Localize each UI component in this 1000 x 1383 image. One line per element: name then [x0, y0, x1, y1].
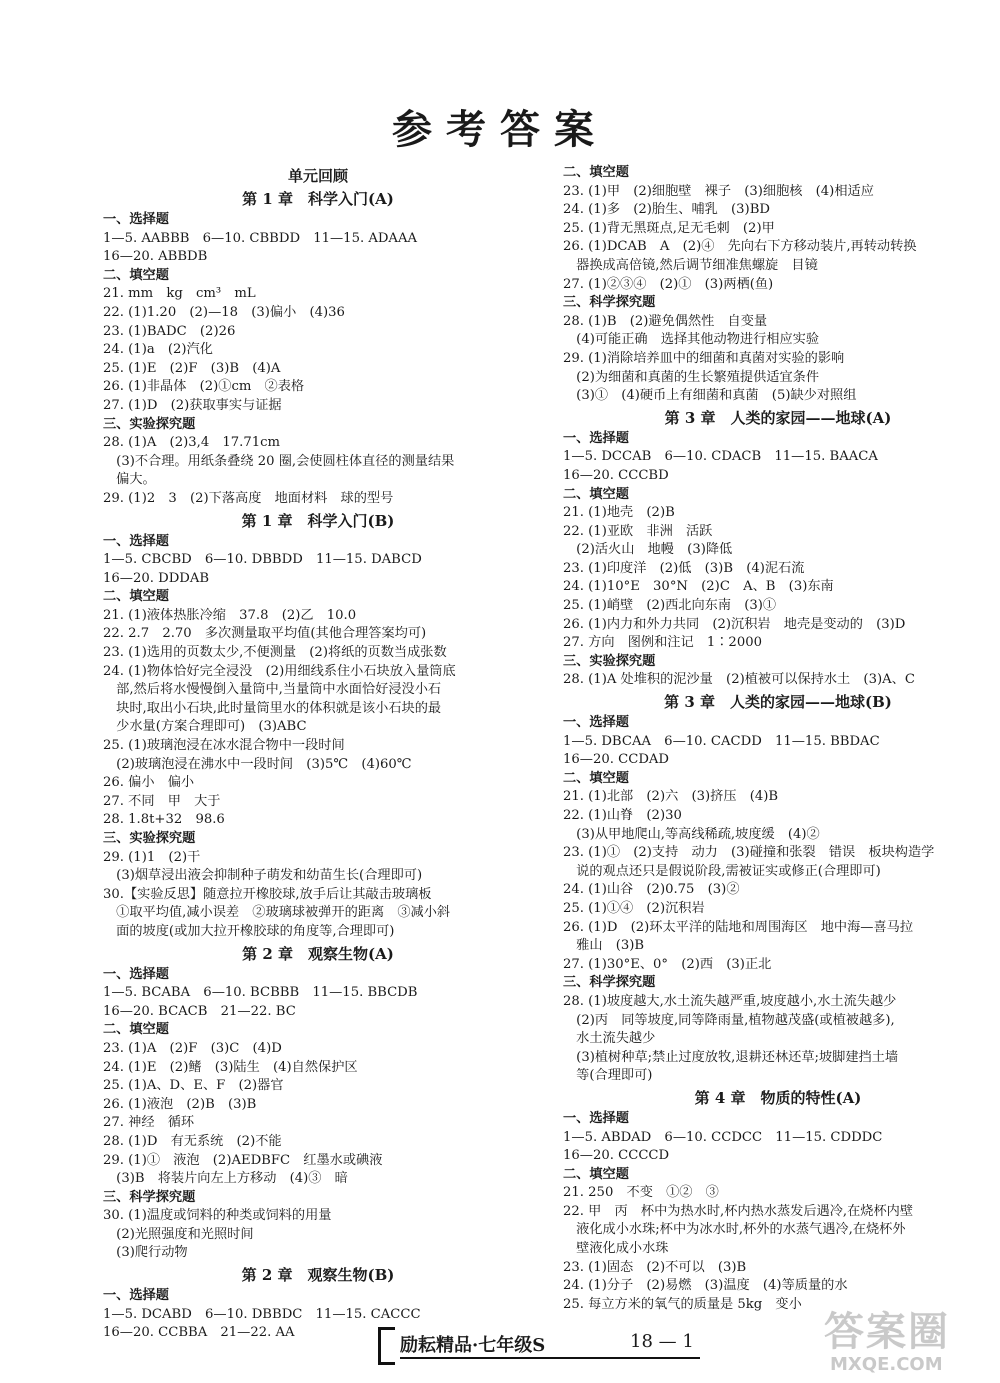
answer-line: (4)可能正确 选择其他动物进行相应实验	[563, 332, 820, 348]
section-label: 二、填空题	[563, 165, 629, 180]
answer-line: 25. 每立方米的氧气的质量是 5kg 变小	[563, 1296, 802, 1312]
answer-line: 28. 1.8t+32 98.6	[103, 812, 225, 828]
answer-line: 1—5. ABDAD 6—10. CCDCC 11—15. CDDDC	[563, 1129, 883, 1145]
bracket-mark	[378, 1327, 395, 1365]
answer-line: 器换成高倍镜,然后调节细准焦螺旋 目镜	[563, 257, 818, 273]
answer-line: 28. (1)A 处堆积的泥沙量 (2)植被可以保持水土 (3)A、C	[563, 672, 915, 688]
answer-line: 30.【实验反思】随意拉开橡胶球,放手后让其敲击玻璃板	[103, 886, 432, 902]
answer-line: 27. 不同 甲 大于	[103, 793, 221, 809]
answer-line: 偏大。	[103, 472, 156, 488]
section-label: 二、填空题	[103, 1022, 169, 1038]
answer-line: (3)① (4)硬币上有细菌和真菌 (5)缺少对照组	[563, 388, 857, 404]
answer-line: 30. (1)温度或饲料的种类或饲料的用量	[103, 1208, 332, 1224]
answer-line: (2)光照强度和光照时间	[103, 1226, 254, 1242]
section-label: 一、选择题	[563, 715, 629, 731]
answer-line: 26. (1)非晶体 (2)①cm ②表格	[103, 379, 305, 395]
answer-line: 21. (1)液体热胀冷缩 37.8 (2)乙 10.0	[103, 607, 357, 623]
answer-line: 1—5. BCABA 6—10. BCBBB 11—15. BBCDB	[103, 985, 418, 1001]
answer-line: 21. 250 不变 ①② ③	[563, 1185, 719, 1201]
answer-line: (3)植树种草;禁止过度放牧,退耕还林还草;坡脚建挡土墙	[563, 1049, 899, 1065]
answer-line: 21. (1)地壳 (2)B	[563, 505, 675, 521]
chapter-heading: 第 2 章 观察生物(A)	[242, 944, 394, 963]
answer-line: 23. (1)固态 (2)不可以 (3)B	[563, 1259, 747, 1275]
answer-line: 21. mm kg cm³ mL	[103, 286, 256, 302]
answer-line: 25. (1)峭壁 (2)西北向东南 (3)①	[563, 598, 777, 614]
answer-line: 24. (1)E (2)鳍 (3)陆生 (4)自然保护区	[103, 1059, 358, 1075]
answer-line: 23. (1)① (2)支持 动力 (3)碰撞和张裂 错误 板块构造学	[563, 845, 935, 861]
answer-line: 22. (1)山脊 (2)30	[563, 808, 682, 823]
chapter-heading: 第 1 章 科学入门(A)	[242, 190, 394, 208]
watermark-url: MXQE.COM	[830, 1354, 943, 1375]
answer-line: 29. (1)消除培养皿中的细菌和真菌对实验的影响	[563, 350, 845, 366]
section-label: 一、选择题	[103, 533, 169, 549]
answer-line: 26. 偏小 偏小	[103, 775, 195, 791]
answer-line: 28. (1)D 有无系统 (2)不能	[103, 1133, 282, 1149]
answer-line: 26. (1)DCAB A (2)④ 先向右下方移动装片,再转动转换	[563, 239, 917, 255]
answer-line: (2)玻璃泡浸在沸水中一段时间 (3)5℃ (4)60℃	[103, 756, 412, 772]
answer-line: 液化成小水珠;杯中为冰水时,杯外的水蒸气遇冷,在烧杯外	[563, 1222, 906, 1238]
chapter-heading: 第 4 章 物质的特性(A)	[694, 1088, 862, 1107]
answer-line: 部,然后将水慢慢倒入量筒中,当量筒中水面恰好浸没小石	[103, 682, 442, 698]
section-label: 二、填空题	[563, 486, 629, 502]
answer-column-right	[563, 164, 993, 1314]
answer-line: (3)从甲地爬山,等高线稀疏,坡度缓 (4)②	[563, 826, 820, 842]
section-label: 三、科学探究题	[563, 975, 656, 991]
section-label: 三、科学探究题	[563, 295, 656, 311]
answer-line: 23. (1)A (2)F (3)C (4)D	[103, 1040, 282, 1056]
answer-line: 23. (1)印度洋 (2)低 (3)B (4)泥石流	[563, 560, 805, 576]
page-number: 18 — 1	[630, 1331, 694, 1352]
answer-line: 壁液化成小水珠	[563, 1241, 669, 1257]
answer-line: 16—20. CCDAD	[563, 752, 669, 768]
answer-line: 22. 2.7 2.70 多次测量取平均值(其他合理答案均可)	[103, 626, 427, 642]
answer-line: 24. (1)物体恰好完全浸没 (2)用细线系住小石块放入量筒底	[103, 663, 456, 679]
answer-line: 22. 甲 丙 杯中为热水时,杯内热水蒸发后遇冷,在烧杯内壁	[563, 1203, 914, 1219]
answer-line: 21. (1)北部 (2)六 (3)挤压 (4)B	[563, 789, 779, 805]
footer-brand: 励耘精品·七年级S	[400, 1335, 546, 1356]
answer-line: 少水量(方案合理即可) (3)ABC	[103, 719, 307, 735]
answer-line: (2)活火山 地幔 (3)降低	[563, 542, 733, 558]
answer-line: 24. (1)分子 (2)易燃 (3)温度 (4)等质量的水	[563, 1278, 848, 1294]
answer-line: 16—20. BCACB 21—22. BC	[103, 1003, 296, 1019]
answer-line: 23. (1)甲 (2)细胞壁 裸子 (3)细胞核 (4)相适应	[563, 183, 874, 199]
answer-line: 16—20. ABBDB	[103, 249, 208, 265]
answer-line: 29. (1)① 液泡 (2)AEDBFC 红墨水或碘液	[103, 1152, 383, 1168]
watermark-text: 答案圈	[824, 1309, 950, 1355]
answer-line: 25. (1)①④ (2)沉积岩	[563, 900, 705, 916]
answer-line: 28. (1)坡度越大,水土流失越严重,坡度越小,水土流失越少	[563, 993, 897, 1009]
answer-line: 1—5. CBCBD 6—10. DBBDD 11—15. DABCD	[103, 552, 422, 568]
answer-line: (3)不合理。用纸条叠绕 20 圈,会使圆柱体直径的测量结果	[103, 453, 455, 469]
answer-line: 1—5. DBCAA 6—10. CACDD 11—15. BBDAC	[563, 733, 880, 749]
answer-line: 26. (1)内力和外力共同 (2)沉积岩 地壳是变动的 (3)D	[563, 616, 906, 632]
answer-line: 块时,取出小石块,此时量筒里水的体积就是该小石块的最	[103, 700, 442, 716]
answer-line: (3)B 将装片向左上方移动 (4)③ 暗	[103, 1171, 348, 1187]
footer-rule	[400, 1357, 700, 1359]
answer-line: 26. (1)D (2)环太平洋的陆地和周围海区 地中海—喜马拉	[563, 919, 914, 935]
chapter-heading: 第 3 章 人类的家园——地球(A)	[664, 408, 892, 427]
answer-line: 25. (1)玻璃泡浸在冰水混合物中一段时间	[103, 738, 345, 754]
answer-line: 23. (1)BADC (2)26	[103, 323, 236, 339]
section-label: 二、填空题	[563, 1166, 629, 1182]
section-label: 三、科学探究题	[103, 1189, 196, 1205]
answer-line: 27. (1)30°E、0° (2)西 (3)正北	[563, 956, 772, 972]
answer-line: 16—20. DDDAB	[103, 570, 210, 586]
answer-line: 雅山 (3)B	[563, 938, 645, 954]
answer-line: 16—20. CCBBA 21—22. AA	[103, 1325, 295, 1341]
answer-line: 25. (1)A、D、E、F (2)器官	[103, 1078, 284, 1094]
answer-line: 25. (1)E (2)F (3)B (4)A	[103, 360, 281, 376]
answer-line: 面的坡度(或加大拉开橡胶球的角度等,合理即可)	[103, 923, 395, 939]
answer-line: 27. 神经 循环	[103, 1115, 195, 1131]
answer-line: 29. (1)1 (2)干	[103, 849, 201, 865]
section-label: 一、选择题	[563, 1110, 629, 1126]
answer-line: 24. (1)多 (2)胎生、哺乳 (3)BD	[563, 202, 770, 218]
answer-line: 1—5. DCABD 6—10. DBBDC 11—15. CACCC	[103, 1306, 421, 1322]
footer	[378, 1327, 758, 1361]
answer-line: 24. (1)山谷 (2)0.75 (3)②	[563, 882, 740, 898]
answer-line: (2)丙 同等坡度,同等降雨量,植物越茂盛(或植被越多),	[563, 1012, 895, 1028]
answer-line: 23. (1)选用的页数太少,不便测量 (2)将纸的页数当成张数	[103, 645, 447, 661]
section-label: 一、选择题	[103, 966, 169, 982]
section-label: 一、选择题	[103, 1288, 169, 1304]
answer-line: 27. (1)②③④ (2)① (3)两栖(鱼)	[563, 276, 774, 292]
answer-line: 22. (1)亚欧 非洲 活跃	[563, 523, 713, 539]
answer-line: 16—20. CCCBD	[563, 467, 669, 483]
section-label: 一、选择题	[103, 212, 169, 227]
section-label: 三、实验探究题	[103, 416, 196, 432]
section-label: 一、选择题	[563, 430, 629, 446]
answer-line: 26. (1)液泡 (2)B (3)B	[103, 1096, 257, 1112]
answer-line: 29. (1)2 3 (2)下落高度 地面材料 球的型号	[103, 490, 394, 506]
chapter-heading: 第 3 章 人类的家园——地球(B)	[664, 693, 892, 712]
answer-line: 等(合理即可)	[563, 1068, 653, 1084]
page-title: 参考答案	[392, 106, 608, 153]
answer-line: 24. (1)10°E 30°N (2)C A、B (3)东南	[563, 579, 834, 595]
answer-line: 水土流失越少	[563, 1031, 656, 1047]
answer-line: (2)为细菌和真菌的生长繁殖提供适宜条件	[563, 369, 820, 385]
section-label: 二、填空题	[103, 267, 169, 283]
answer-line: 28. (1)A (2)3,4 17.71cm	[103, 435, 281, 451]
answer-line: 27. 方向 图例和注记 1∶2000	[563, 635, 762, 651]
answer-line: 27. (1)D (2)获取事实与证据	[103, 397, 282, 413]
section-label: 三、实验探究题	[103, 831, 196, 846]
answer-line: 16—20. CCCCD	[563, 1148, 670, 1164]
answer-line: 1—5. DCCAB 6—10. CDACB 11—15. BAACA	[563, 449, 878, 465]
section-label: 三、实验探究题	[563, 653, 656, 669]
chapter-heading: 第 2 章 观察生物(B)	[241, 1266, 395, 1285]
section-label: 二、填空题	[103, 589, 169, 605]
answer-line: (3)爬行动物	[103, 1245, 188, 1261]
section-label: 二、填空题	[563, 770, 629, 786]
watermark-logo	[790, 1300, 990, 1380]
answer-line: 24. (1)a (2)汽化	[103, 342, 213, 358]
answer-line: ①取平均值,减小误差 ②玻璃球被弹开的距离 ③减小斜	[103, 905, 451, 921]
answer-line: 22. (1)1.20 (2)—18 (3)偏小 (4)36	[103, 304, 345, 320]
answer-line: 25. (1)背无黑斑点,足无毛刺 (2)甲	[563, 220, 775, 236]
chapter-heading: 第 1 章 科学入门(B)	[241, 511, 395, 530]
answer-column-left	[103, 164, 533, 1343]
chapter-heading: 单元回顾	[287, 167, 348, 185]
answer-line: 28. (1)B (2)避免偶然性 自变量	[563, 313, 768, 329]
answer-line: 1—5. AABBB 6—10. CBBDD 11—15. ADAAA	[103, 230, 418, 246]
answer-line: 说的观点还只是假说阶段,需被证实或修正(合理即可)	[563, 863, 881, 879]
answer-line: (3)烟草浸出液会抑制种子萌发和幼苗生长(合理即可)	[103, 868, 423, 884]
